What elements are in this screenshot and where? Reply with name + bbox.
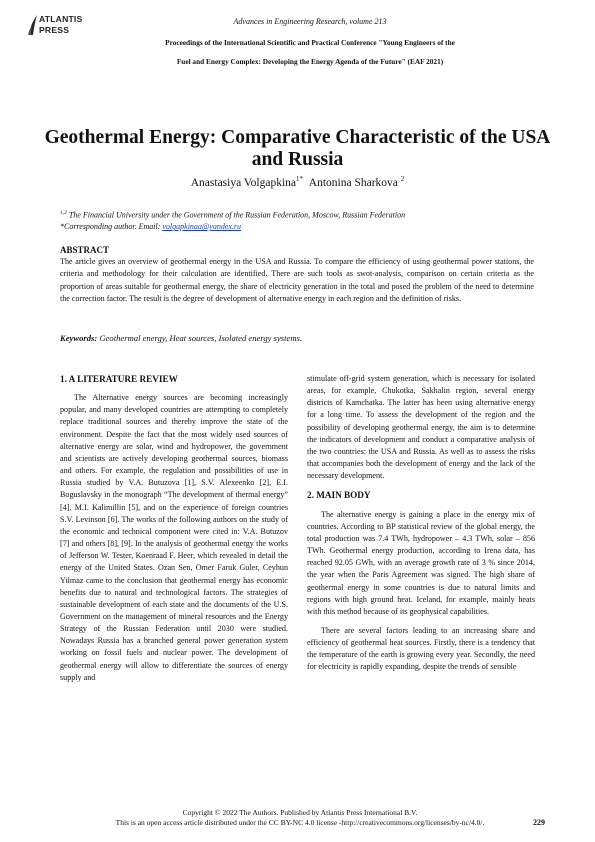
email-link[interactable]: volgapkinaa@yandex.ru [162,222,242,232]
right-column [307,373,535,674]
author-name: Anastasiya Volgapkina [190,176,297,189]
abstract-text: The article gives an overview of geothermal energy in the USA and Russia. To compare the efficiency of using geothermal power stations, the criteria and methodology for their calculation are identified. There are such tools as swot-analysis, comparison on certain criteria as the proportion of areas suitable for geothermal energy, the share of electricity generation in the total and posed the problem of the need to determine the correction factor. The result is the degree of development of alternative energy in each region and the definition of risks. [60,257,534,303]
paragraph: The Alternative energy sources are becoming increasingly popular, and many developed countries are attempting to completely replace traditional sources and thereby improve the state of the environment. Despite the fact that the most widely used sources of alternative energy are solar, wind and hydropower, the government and scientists are actively developing geothermal sources, biomass and others. For example, the regulation and possibilities of use in Russia studied by V.A. Butuzova [1], S.V. Alexeenko [2], E.I. Boguslavsky in the monograph “The development of thermal energy” [4], M.I. Kalimillin [5], and on the experience of foreign countries S.V. Levinson [6]. The works of the following authors on the study of the economic and technical component were cited in: V.A. Butuzov [7] and others [8], [9]. In the analysis of geothermal energy the works of Jefferson W. Tester, Koenraad F. Heer, which revealed in detail the energy of the United States. Ozan Sen, Omer Faruk Guler, Ceyhun Yilmaz came to the conclusion that geothermal energy has economic benefits due to natural and technological factors. The strategies of sustainable development of each state and the documents of the U.S. Government on the management of mineral resources and the Energy Strategy of the Russian Federation until 2030 were studied. Nowadays Russia has a branched general power generation system working on fossil fuels and nuclear power. The development of geothermal energy will allow to differentiate the sources of energy supply and [60,393,288,682]
journal-name: Advances in Engineering Research, volume 213 [233,17,387,26]
affiliation-text: The Financial University under the Government of the Russian Federation, Moscow, Russian Federation [68,210,406,220]
author-affiliation-mark: 2 [400,175,405,183]
logo-text-line2: PRESS [39,25,70,35]
proceedings-line-2: Fuel and Energy Complex: Developing the Energy Agenda of the Future" (EAF 2021) [176,57,444,66]
keywords [60,333,302,343]
license-notice: This is an open access article distributed under the CC BY-NC 4.0 license -http://creativecommons.org/licenses/by-nc/4.0/. [115,818,485,827]
author-affiliation-mark: 1* [296,175,304,183]
section-heading: 2. MAIN BODY [307,490,371,501]
paragraph: stimulate off-grid system generation, which is necessary for isolated areas, for example, Chukotka, Sakhalin region, several energy districts of Kamchatka. The latter has been using alternative energy for a long time. To assess the development of the region and the possibility of developing geothermal energy, the aim is to determine the indicators of development and conduct a comparative analysis of the two countries: the USA and Russia. As well as to assess the risks that accompanies both the development of energy and the lack of the necessary development. [307,374,535,481]
copyright-notice: Copyright © 2022 The Authors. Published by Atlantis Press International B.V. [182,808,418,817]
section-heading: 1. A LITERATURE REVIEW [60,374,178,384]
paragraph: The alternative energy is gaining a place in the energy mix of countries. According to BP statistical review of the global energy, the total production was 7.4 TWh, hydropower – 4.3 TWh, solar – 856 TWh. Geothermal energy production, according to Irena data, has reached 92.05 GWh, with an average growth rate of 3 % since 2014, the year when the Paris Agreement was signed. The high share of geothermal energy in some countries is due to natural limits and regions with high ground heat. Iceland, for example, mainly heats with this method because of its geophysical capabilities. [307,509,535,616]
publisher-logo [28,14,98,40]
author-list [40,175,555,189]
author-name: Antonina Sharkova [308,176,398,189]
proceedings-line-1: Proceedings of the International Scientific and Practical Conference "Young Engineers of the [165,38,455,47]
affiliation-mark: 1,2 [60,210,67,216]
abstract-heading: ABSTRACT [60,245,110,255]
paragraph: There are several factors leading to an increasing share and efficiency of geothermal heat sources. Firstly, there is a tendency that the temperature of the earth is growing every year. Secondly, the need for electricity is rapidly expanding, despite the trends of sensible [307,625,535,672]
left-column [60,373,288,684]
paper-title: Geothermal Energy: Comparative Characteristic of the USA and Russia [44,127,551,170]
keywords-label: Keywords: [60,333,98,343]
page-number: 229 [533,818,545,827]
proceedings-title [100,33,520,71]
corresponding-label: *Corresponding author. Email: [60,222,161,232]
affiliation-block [60,208,405,233]
atlantis-logo-icon [28,14,38,36]
keywords-value: Geothermal energy, Heat sources, Isolated energy systems. [99,333,303,343]
logo-text-line1: ATLANTIS [39,14,83,24]
